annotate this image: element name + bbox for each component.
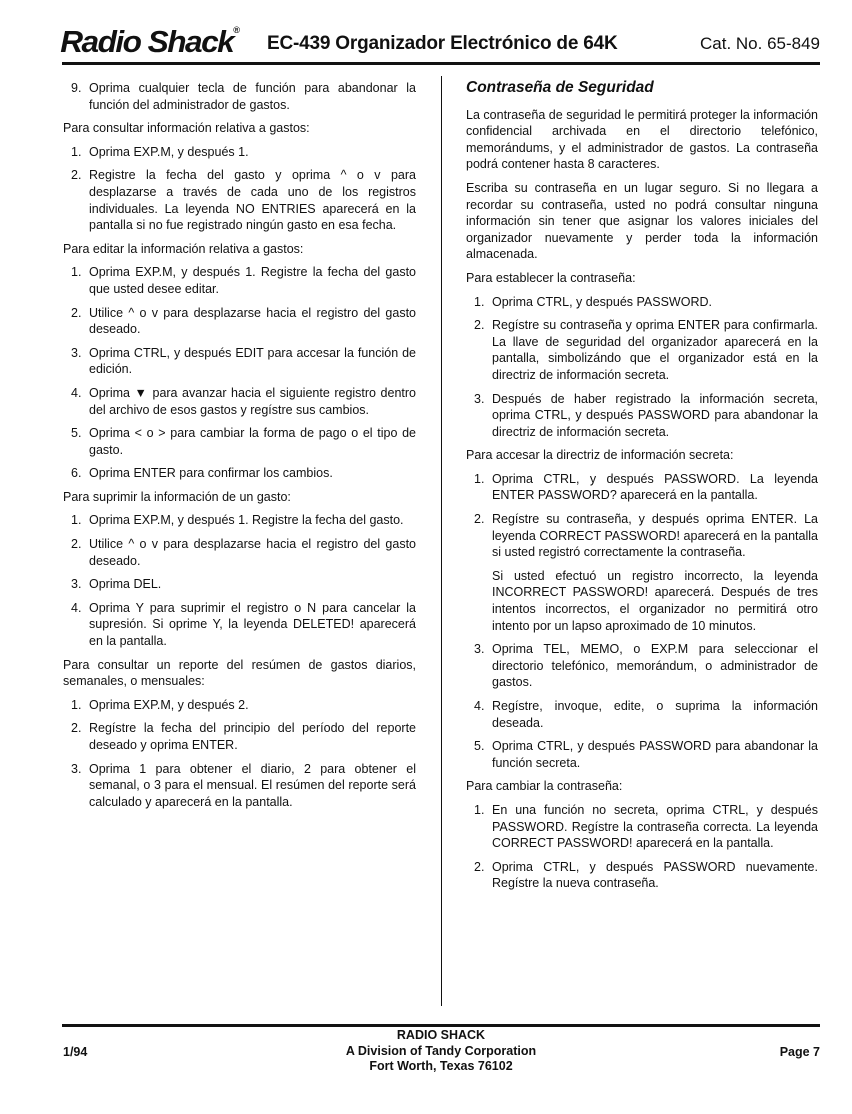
list-item <box>63 761 416 811</box>
step-text: Utilice ^ o v para desplazarse hacia el registro del gasto deseado. <box>89 537 416 568</box>
list-item <box>63 264 416 297</box>
step-text: Regístre su contraseña, y después oprima ENTER. La leyenda CORRECT PASSWORD! aparecerá en la pantalla si usted registró correctamente la contraseña. <box>492 512 818 560</box>
list-item <box>466 317 818 383</box>
step-text: Oprima EXP.M, y después 1. Registre la fecha del gasto. <box>89 513 404 528</box>
step-text: Oprima EXP.M, y después 1. <box>89 144 249 159</box>
company-line-1: RADIO SHACK <box>396 1028 486 1042</box>
registered-mark: ® <box>233 25 240 35</box>
catalog-number: Cat. No. 65-849 <box>699 34 820 53</box>
step-text: Después de haber registrado la información secreta, oprima CTRL, y después PASSWORD para abandonar la directriz de información secreta. <box>492 391 818 439</box>
consult-steps <box>63 144 416 234</box>
page-header <box>60 24 822 59</box>
header-rule <box>62 62 820 65</box>
step-number: 4. <box>71 385 82 400</box>
step-number: 4. <box>474 699 485 713</box>
step-text: Oprima DEL. <box>89 577 162 592</box>
list-item <box>466 391 818 441</box>
step-number: 3. <box>71 577 82 592</box>
step-number: 3. <box>474 642 485 657</box>
step-text: Oprima CTRL, y después PASSWORD nuevamente. Regístre la nueva contraseña. <box>492 859 818 891</box>
list-item <box>63 305 416 338</box>
access-intro: Para accesar la directriz de información secreta: <box>466 448 734 463</box>
step-number: 2. <box>71 537 82 552</box>
step-number: 1. <box>474 294 485 309</box>
right-column <box>466 80 818 899</box>
column-divider <box>441 76 442 1006</box>
brand-text: Radio Shack <box>60 24 234 59</box>
step-number: 6. <box>71 466 82 481</box>
step-text: Oprima EXP.M, y después 2. <box>89 697 249 712</box>
list-item <box>466 738 818 771</box>
step-number: 2. <box>71 305 82 320</box>
list-item <box>63 600 416 650</box>
step-number: 1. <box>71 265 82 280</box>
list-item <box>466 698 818 731</box>
list-item <box>466 802 818 852</box>
step-number: 1. <box>474 802 485 817</box>
list-item <box>63 345 416 378</box>
step-number: 3. <box>71 761 82 776</box>
step-text: Oprima CTRL, y después PASSWORD. <box>492 294 712 309</box>
step-text: Oprima ▼ para avanzar hacia el siguiente registro dentro del archivo de esos gastos y regístre sus cambios. <box>89 385 416 417</box>
list-item <box>63 385 416 418</box>
step-text: Oprima Y para suprimir el registro o N para cancelar la supresión. Si oprime Y, la leyenda DELETED! aparecerá en la pantalla. <box>89 600 416 649</box>
list-item <box>63 512 416 529</box>
step-number: 1. <box>71 513 82 528</box>
list-item <box>63 167 416 233</box>
step-number: 2. <box>71 168 82 183</box>
list-item: 9. Oprima cualquier tecla de función para abandonar la función del administrador de gastos. <box>71 81 416 112</box>
delete-intro: Para suprimir la información de un gasto: <box>63 489 291 504</box>
change-steps <box>466 802 818 892</box>
item-9-list <box>63 80 416 113</box>
list-item <box>63 720 416 753</box>
access-steps <box>466 471 818 772</box>
step-text: Oprima CTRL, y después EDIT para accesar la función de edición. <box>89 345 416 377</box>
step-number: 2. <box>474 318 485 333</box>
edit-intro: Para editar la información relativa a gastos: <box>63 241 304 256</box>
set-intro: Para establecer la contraseña: <box>466 270 636 285</box>
step-text: Oprima CTRL, y después PASSWORD para abandonar la función secreta. <box>492 739 818 770</box>
list-item <box>63 144 416 161</box>
step-number: 4. <box>71 600 82 615</box>
edit-steps <box>63 264 416 482</box>
step-number: 2. <box>71 721 82 736</box>
step-text: Oprima TEL, MEMO, o EXP.M para seleccionar el directorio telefónico, memorándum, o administrador de gastos. <box>492 642 818 690</box>
list-item <box>466 471 818 504</box>
intro-paragraph-1: La contraseña de seguridad le permitirá proteger la información confidencial archivada en el directorio telefónico, memorándums, y el administrador de gastos. La contraseña podrá contener hasta 8 caracteres. <box>466 107 818 172</box>
company-line-2: A Division of Tandy Corporation <box>345 1043 537 1058</box>
intro-paragraph-2: Escriba su contraseña en un lugar seguro. Si no llegara a recordar su contraseña, usted no podrá consultar ninguna información sin tener que asignar los valores iniciales del organizador nuevamente y perder toda la información almacenada. <box>466 180 818 262</box>
step-number: 1. <box>71 144 82 159</box>
step-text: Utilice ^ o v para desplazarse hacia el registro del gasto deseado. <box>89 305 416 337</box>
footer-page-number: Page 7 <box>779 1045 820 1059</box>
footer-company <box>291 1028 591 1075</box>
list-item <box>466 294 818 311</box>
report-steps <box>63 697 416 811</box>
document-title: EC-439 Organizador Electrónico de 64K <box>267 33 618 54</box>
step-text: Oprima 1 para obtener el diario, 2 para obtener el semanal, o 3 para el mensual. El resúmen del reporte será calculado y aparecerá en la pantalla. <box>89 761 416 809</box>
list-item <box>63 697 416 714</box>
list-item <box>63 465 416 482</box>
list-item <box>63 536 416 569</box>
list-item <box>63 425 416 458</box>
step-number: 3. <box>474 391 485 406</box>
step-number: 1. <box>474 471 485 486</box>
section-heading: Contraseña de Seguridad <box>466 79 654 96</box>
footer-rule <box>62 1024 820 1027</box>
company-line-3: Fort Worth, Texas 76102 <box>369 1059 513 1073</box>
step-text: Oprima ENTER para confirmar los cambios. <box>89 466 333 481</box>
step-number: 5. <box>474 739 485 754</box>
step-text: Oprima EXP.M, y después 1. Registre la fecha del gasto que usted desee editar. <box>89 265 416 296</box>
step-number: 2. <box>474 512 485 527</box>
radio-shack-logo <box>60 26 240 57</box>
step-number: 5. <box>71 426 82 441</box>
step-text: Regístre, invoque, edite, o suprima la información deseada. <box>492 699 818 730</box>
step-text: Oprima < o > para cambiar la forma de pago o el tipo de gasto. <box>89 426 416 457</box>
delete-steps <box>63 512 416 649</box>
step-text: Regístre la fecha del principio del período del reporte deseado y oprima ENTER. <box>89 721 416 752</box>
step-number: 2. <box>474 859 485 874</box>
step-number: 1. <box>71 697 82 712</box>
step-text: Regístre su contraseña y oprima ENTER para confirmarla. La llave de seguridad del organizador aparecerá en la pantalla, simbolizándo que el organizador está en la directriz de información secreta. <box>492 318 818 382</box>
step-text: Oprima CTRL, y después PASSWORD. La leyenda ENTER PASSWORD? aparecerá en la pantalla. <box>492 471 818 503</box>
step-text: Registre la fecha del gasto y oprima ^ o v para desplazarse a través de cada uno de los registros individuales. La leyenda NO ENTRIES aparecerá en la pantalla si no fue registrado ningún gasto en esa fecha. <box>89 168 416 233</box>
set-steps <box>466 294 818 441</box>
footer-date: 1/94 <box>63 1045 88 1059</box>
change-intro: Para cambiar la contraseña: <box>466 779 623 794</box>
list-item <box>466 859 818 892</box>
step-text: En una función no secreta, oprima CTRL, y después PASSWORD. Regístre la contraseña correcta. La leyenda CORRECT PASSWORD! aparecerá en la pantalla. <box>492 802 818 851</box>
step-number: 3. <box>71 345 82 360</box>
left-column <box>63 80 416 817</box>
list-item <box>466 641 818 691</box>
report-intro: Para consultar un reporte del resúmen de gastos diarios, semanales, o mensuales: <box>63 657 416 689</box>
list-item <box>63 576 416 593</box>
consult-intro: Para consultar información relativa a gastos: <box>63 121 310 136</box>
list-item <box>466 511 818 634</box>
step-subtext: Si usted efectuó un registro incorrecto, la leyenda INCORRECT PASSWORD! aparecerá. Después de tres intentos incorrectos, el organizador no permitirá otro intento por un lapso aproximado de 10 minutos. <box>492 568 818 633</box>
